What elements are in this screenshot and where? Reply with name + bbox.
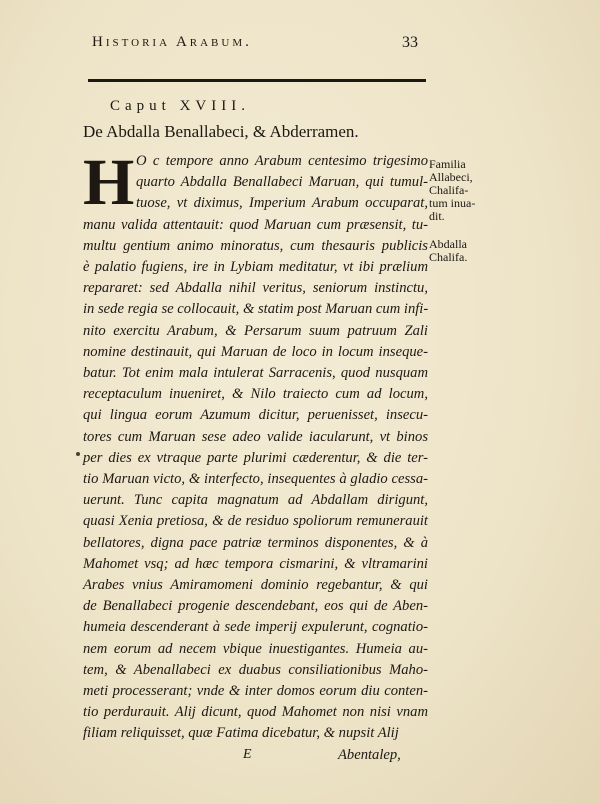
- text-line: humeia descenderant à sede imperij expulerunt, cognatio-: [83, 619, 428, 636]
- marginal-note-line: Chalifa.: [429, 250, 468, 264]
- text-line: manu valida attentauit: quod Maruan cum præsensit, tu-: [83, 216, 428, 233]
- text-line: receptaculum inueniret, & Nilo traiecto cum ad locum,: [83, 386, 428, 403]
- marginal-note-familia: [429, 158, 475, 223]
- marginal-note-line: Allabeci,: [429, 170, 473, 184]
- text-line: tuose, vt diximus, Imperium Arabum occuparat,: [136, 195, 428, 212]
- text-line: tores cum Maruan sese adeo valide iacularunt, vt binos: [83, 428, 428, 445]
- text-line: meti processerant; vnde & inter domos eorum diu conten-: [83, 683, 428, 699]
- marginal-note-line: Chalifa-: [429, 183, 469, 197]
- header-rule: [88, 79, 426, 82]
- text-line: per dies ex vtraque parte plurimi cæderentur, & die ter-: [83, 449, 428, 466]
- text-line: nomine destinauit, qui Maruan de loco in locum inseque-: [83, 343, 428, 360]
- text-line: multu gentium animo minoratus, cum thesauris publicis: [83, 237, 428, 254]
- drop-capital: H: [83, 146, 135, 219]
- page-number: 33: [402, 34, 418, 51]
- catchword: Abentalep,: [338, 746, 401, 763]
- text-line: filiam reliquisset, quæ Fatima dicebatur, & nupsit Alij: [83, 725, 399, 742]
- text-line: uerunt. Tunc capita magnatum ad Abdallam dirigunt,: [83, 492, 428, 509]
- text-line: de Benallabeci progenie descendebant, eos qui de Aben-: [83, 598, 428, 615]
- marginal-note-abdalla: [429, 238, 467, 264]
- chapter-title: De Abdalla Benallabeci, & Abderramen.: [83, 122, 359, 141]
- signature-mark: E: [243, 746, 252, 762]
- text-line: nem eorum ad necem vbique inuestigantes. Humeia au-: [83, 640, 428, 657]
- text-line: tio perdurauit. Alij dicunt, quod Mahomet non nisi vnam: [83, 704, 428, 721]
- running-title: Historia Arabum.: [92, 34, 252, 50]
- text-line: Mahomet vsq; ad hæc tempora cismarini, & vltramarini: [83, 555, 428, 572]
- marginal-note-line: tum inua-: [429, 196, 476, 210]
- marginal-note-line: dit.: [429, 209, 445, 223]
- text-line: nito exercitu Arabum, & Persarum suum patruum Zali: [83, 322, 428, 339]
- text-line: bellatores, digna pace patriæ terminos disponentes, & à: [83, 534, 428, 551]
- text-line: quarto Abdalla Benallabeci Maruan, qui tumul-: [136, 174, 428, 191]
- marginal-note-line: Familia: [429, 157, 466, 171]
- text-line: O c tempore anno Arabum centesimo trigesimo: [136, 153, 428, 169]
- text-line: quasi Xenia pretiosa, & de residuo spoliorum remunerauit: [83, 513, 428, 530]
- text-line: tem, & Abenallabeci ex duabus consiliationibus Maho-: [83, 661, 428, 678]
- margin-dot: [76, 452, 80, 456]
- marginal-note-line: Abdalla: [429, 237, 467, 251]
- text-line: repararet: sed Abdalla nihil veritus, seniorum instinctu,: [83, 280, 428, 297]
- text-line: qui lingua eorum Azumum dicitur, peruenisset, insecu-: [83, 407, 428, 424]
- text-line: Arabes vnius Amiramomeni dominio regebantur, & qui: [83, 577, 428, 593]
- text-line: batur. Tot enim mala intulerat Sarracenis, quod nusquam: [83, 365, 428, 381]
- text-line: è palatio fugiens, ire in Lybiam meditatur, vt ibi prælium: [83, 259, 428, 275]
- chapter-heading: Caput XVIII.: [110, 98, 250, 114]
- text-line: tio Maruan victo, & interfecto, insequentes à gladio cessa-: [83, 471, 428, 487]
- text-line: in sede regia se collocauit, & statim post Maruan cum infi-: [83, 301, 429, 318]
